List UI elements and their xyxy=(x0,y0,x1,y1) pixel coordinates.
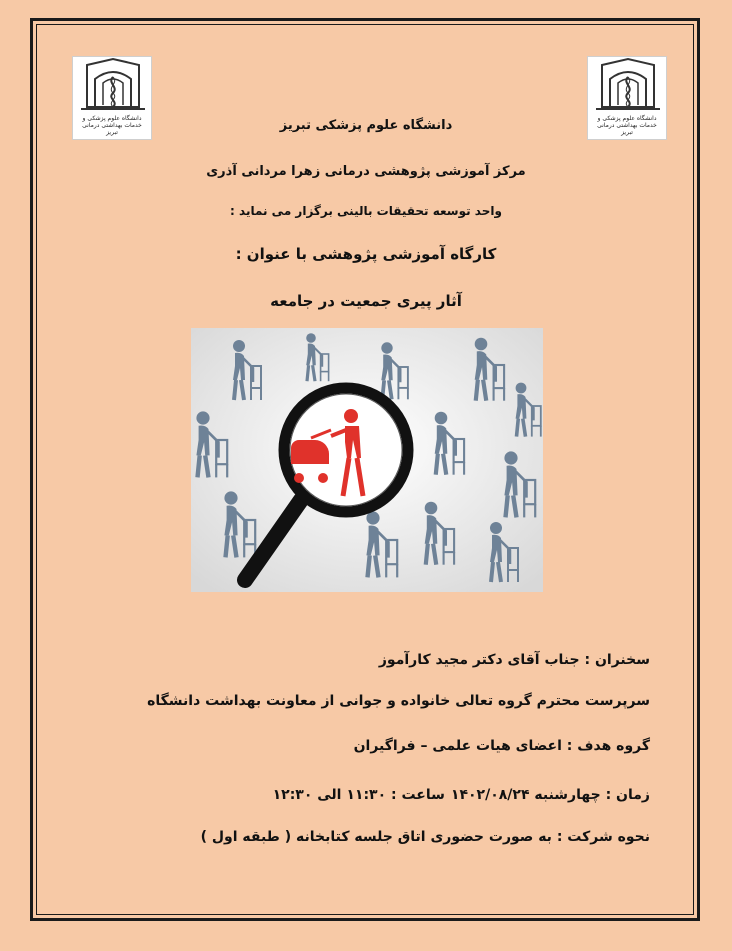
attendance-method: نحوه شرکت : به صورت حضوری اتاق جلسه کتابخانه ( طبقه اول ) xyxy=(200,829,650,845)
target-audience: گروه هدف : اعضای هیات علمی – فراگیران xyxy=(353,738,650,754)
event-time xyxy=(273,787,650,803)
event-hours: ساعت : ۱۱:۳۰ الی ۱۲:۳۰ xyxy=(272,787,445,803)
university-name: دانشگاه علوم پزشکی تبریز xyxy=(279,118,453,133)
organizer-unit: واحد توسعه تحقیقات بالینی برگزار می نماید : xyxy=(230,204,502,218)
event-date: زمان : چهارشنبه ۱۴۰۲/۰۸/۲۴ xyxy=(450,787,650,803)
center-name: مرکز آموزشی پژوهشی درمانی زهرا مردانی آذری xyxy=(206,164,526,179)
logo-left-caption: دانشگاه علوم پزشکی و خدمات بهداشتی درمانی تبریز xyxy=(82,115,142,136)
logo-right-caption: دانشگاه علوم پزشکی و خدمات بهداشتی درمانی تبریز xyxy=(597,115,657,136)
aging-population-illustration xyxy=(191,328,543,592)
speaker: سخنران : جناب آقای دکتر مجید کارآموز xyxy=(378,652,650,668)
workshop-label: کارگاه آموزشی پژوهشی با عنوان : xyxy=(235,245,497,263)
speaker-role: سرپرست محترم گروه تعالی خانواده و جوانی از معاونت بهداشت دانشگاه xyxy=(147,693,650,709)
workshop-title: آثار پیری جمعیت در جامعه xyxy=(270,292,462,310)
